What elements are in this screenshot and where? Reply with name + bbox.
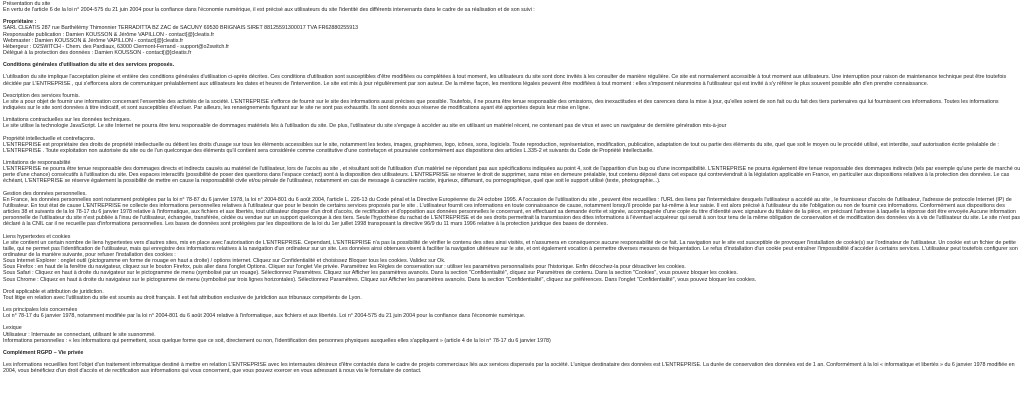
lexicon-title: Lexique xyxy=(3,325,22,332)
lexicon-line: Informations personnelles : « les informations qui permettent, sous quelque forme que ce soit, directement ou non, l'identification des personnes physiques auxquelles elles s'appliquent » (article 4 de la loi n° 78-17 du 6 janvier 1978) xyxy=(3,337,551,344)
browser-instruction: Sous Chrome : Cliquez en haut à droite du navigateur sur le pictogramme de menu (symbolisé par trois lignes horizontales). Sélectionnez Paramètres. Cliquez sur Afficher les paramètres avancés. Dans la section "Confidentialité", cliquez sur préférences. Dans l'onglet "Confidentialité", vous pouvez bloquer les cookies. xyxy=(3,276,757,283)
owner-line: SARL CLEATIS 287 rue Barthélémy Thimonnier TERRADITTA BZ ZAC de SACUNY 69530 BRIGNAIS SIRET 88125591300017 TVA FR62880255913 xyxy=(3,25,359,32)
rgpd-title: Complément RGPD – Vie privée xyxy=(3,349,84,356)
personal-data-title: Gestion des données personnelles. xyxy=(3,190,87,197)
services-text: Le site a pour objet de fournir une information concernant l'ensemble des activités de la société. L'ENTREPRISE s'efforce de fournir sur le site des informations aussi précises que possible. Toutefois, il ne pourra être tenue responsable des omissions, des inexactitudes et des carences dans la mise à jour, qu'elles soient de son fait ou du fait des tiers partenaires qui lui fournissent ces informations. Toutes les informations indiquées sur le site sont données à titre indicatif, et sont susceptibles d'évoluer. Par ailleurs, les renseignements figurant sur le site ne sont pas exhaustifs. Ils sont donnés sous réserve de modifications ayant été apportées depuis leur mise en ligne. xyxy=(3,98,999,112)
conditions-title: Conditions générales d'utilisation du site et des services proposés. xyxy=(3,62,175,69)
cookies-text: Le site contient un certain nombre de liens hypertextes vers d'autres sites, mis en place avec l'autorisation de L'ENTREPRISE. Cependant, L'ENTREPRISE n'a pas la possibilité de vérifier le contenu des sites ainsi visités, et n'assumera en conséquence aucune responsabilité de ce fait. La navigation sur le site est susceptible de provoquer l'installation de cookie(s) sur l'ordinateur de l'utilisateur. Un cookie est un fichier de petite taille, qui ne permet pas l'identification de l'utilisateur, mais qui enregistre des informations relatives à la navigation d'un ordinateur sur un site. Les données ainsi obtenues visent à faciliter la navigation ultérieure sur le site, et ont également vocation à permettre diverses mesures de fréquentation. Le refus d'installation d'un cookie peut entraîner l'impossibilité d'accéder à certains services. L'utilisateur peut toutefois configurer son ordinateur de la manière suivante, pour refuser l'installation des cookies : xyxy=(3,239,1018,258)
owner-line: Délégué à la protection des données : Damien KOUSSON - contact[@]cleatis.fr xyxy=(3,50,192,57)
laws-text: Loi n° 78-17 du 6 janvier 1978, notamment modifiée par la loi n° 2004-801 du 6 août 2004 relative à l'informatique, aux fichiers et aux libertés. Loi n° 2004-575 du 21 juin 2004 pour la confiance dans l'économie numérique. xyxy=(3,313,526,320)
rgpd-text: Les informations recueillies font l'objet d'un traitement informatique destiné à mettre en relation L'ENTREPRISE avec les internautes désireux d'être contactés dans le cadre de projets commerciaux liés aux services dispensés par la société. L'unique destinataire des données est L'ENTREPRISE. La durée de conservation des données est de 1 an. Conformément à la loi « informatique et libertés » du 6 janvier 1978 modifiée en 2004, vous bénéficiez d'un droit d'accès et de rectification aux informations qui vous concernent, que vous pouvez exercer en vous adressant à nous via le formulaire de contact. xyxy=(3,362,1015,375)
technical-text: Le site utilise la technologie JavaScript. Le site Internet ne pourra être tenu responsable de dommages matériels liés à l'utilisation du site. De plus, l'utilisateur du site s'engage à accéder au site en utilisant un matériel récent, ne contenant pas de virus et avec un navigateur de dernière génération mis-à-jour xyxy=(3,123,727,130)
intro-text: En vertu de l'article 6 de la loi n° 2004-575 du 21 juin 2004 pour la confiance dans l'économie numérique, il est précisé aux utilisateurs du site l'identité des différents intervenants dans le cadre de sa réalisation et de son suivi : xyxy=(3,7,535,14)
law-text: Tout litige en relation avec l'utilisation du site est soumis au droit français. Il est fait attribution exclusive de juridiction aux tribunaux compétents de Lyon. xyxy=(3,294,362,301)
ip-title: Propriété intellectuelle et contrefaçons. xyxy=(3,135,96,142)
browser-instruction: Sous Safari : Cliquez en haut à droite du navigateur sur le pictogramme de menu (symbolisé par un rouage). Sélectionnez Paramètres. Cliquez sur Afficher les paramètres avancés. Dans la section "Confidentialité", cliquez sur Paramètres de contenu. Dans la section "Cookies", vous pouvez bloquer les cookies. xyxy=(3,270,738,277)
browser-instruction: Sous Internet Explorer : onglet outil (pictogramme en forme de rouage en haut a droite) / options internet. Cliquez sur Confidentialité et choisissez Bloquer tous les cookies. Validez sur Ok. xyxy=(3,258,446,265)
owner-line: Hébergeur : O2SWITCH - Chem. des Pardiaux, 63000 Clermont-Ferrand - support@o2switch.fr xyxy=(3,43,230,50)
owner-title: Propriétaire : xyxy=(3,19,37,26)
personal-data-text: En France, les données personnelles sont notamment protégées par la loi n° 78-87 du 6 janvier 1978, la loi n° 2004-801 du 6 août 2004, l'article L. 226-13 du Code pénal et la Directive Européenne du 24 octobre 1995. A l'occasion de l'utilisation du site , peuvent être recueillies : l'URL des liens par l'intermédiaire desquels l'utilisateur a accédé au site , le fournisseur d'accès de l'utilisateur, l'adresse de protocole Internet (IP) de l'utilisateur. En tout état de cause L'ENTREPRISE ne collecte des informations personnelles relatives à l'utilisateur que pour le besoin de certains services proposés par le site . L'utilisateur fournit ces informations en toute connaissance de cause, notamment lorsqu'il procède par lui-même à leur saisie. Il est alors précisé à l'utilisateur du site l'obligation ou non de fournir ces informations. Conformément aux dispositions des articles 38 et suivants de la loi 78-17 du 6 janvier 1978 relative à l'informatique, aux fichiers et aux libertés, tout utilisateur dispose d'un droit d'accès, de rectification et d'opposition aux données personnelles le concernant, en effectuant sa demande écrite et signée, accompagnée d'une copie du titre d'identité avec signature du titulaire de la pièce, en précisant l'adresse à laquelle la réponse doit être envoyée.Aucune information personnelle de l'utilisateur du site n'est publiée à l'insu de l'utilisateur, échangée, transférée, cédée ou vendue sur un support quelconque à des tiers. Seule l'hypothèse du rachat de L'ENTREPRISE et de ses droits permettrait la transmission des dites informations à l'éventuel acquéreur qui serait à son tour tenu de la même obligation de conservation et de modification des données vis à vis de l'utilisateur du site. Le site n'est pas déclaré à la CNIL car il ne recueille pas d'informations personnelles. Les bases de données sont protégées par les dispositions de la loi du 1er juillet 1998 transposant la directive 96/9 du 11 mars 1996 relative à la protection juridique des bases de données. xyxy=(3,196,1021,228)
intro-title: Présentation du site xyxy=(3,1,51,7)
services-title: Description des services fournis. xyxy=(3,92,80,99)
legal-notice-document xyxy=(3,1,1021,374)
ip-text: L'ENTREPRISE est propriétaire des droits de propriété intellectuelle ou détient les droits d'usage sur tous les éléments accessibles sur le site, notamment les textes, images, graphismes, logo, icônes, sons, logiciels. Toute reproduction, représentation, modification, publication, adaptation de tout ou partie des éléments du site, quel que soit le moyen ou le procédé utilisé, est interdite, sauf autorisation écrite préalable de : L'ENTREPRISE . Toute exploitation non autorisée du site ou de l'un quelconque des éléments qu'il contient sera considérée comme constitutive d'une contrefaçon et poursuivie conformément aux dispositions des articles L.335-2 et suivants du Code de Propriété Intellectuelle. xyxy=(3,141,999,154)
law-title: Droit applicable et attribution de juridiction. xyxy=(3,288,104,295)
lexicon-line: Utilisateur : Internaute se connectant, utilisant le site susnommé. xyxy=(3,331,156,338)
browser-instruction: Sous Firefox : en haut de la fenêtre du navigateur, cliquez sur le bouton Firefox, puis aller dans l'onglet Options. Cliquer sur l'onglet Vie privée. Paramétrez les Règles de conservation sur : utiliser les paramètres personnalisés pour l'historique. Enfin décochez-la pour désactiver les cookies. xyxy=(3,264,686,271)
conditions-text: L'utilisation du site implique l'acceptation pleine et entière des conditions générales d'utilisation ci-après décrites. Ces conditions d'utilisation sont susceptibles d'être modifiées ou complétées à tout moment, les utilisateurs du site sont donc invités à les consulter de manière régulière. Ce site est normalement accessible à tout moment aux utilisateurs. Une interruption pour raison de maintenance technique peut être toutefois décidée par L'ENTREPRISE , qui s'efforcera alors de communiquer préalablement aux utilisateurs les dates et heures de l'intervention. Le site est mis à jour régulièrement par son auteur. De la même façon, les mentions légales peuvent être modifiées à tout moment : elles s'imposent néanmoins à l'utilisateur qui est invité à s'y référer le plus souvent possible afin d'en prendre connaissance. xyxy=(3,74,1007,87)
liability-text: L'ENTREPRISE ne pourra être tenue responsable des dommages directs et indirects causés au matériel de l'utilisateur, lors de l'accès au site , et résultant soit de l'utilisation d'un matériel ne répondant pas aux spécifications indiquées au point 4, soit de l'apparition d'un bug ou d'une incompatibilité. L'ENTREPRISE ne pourra également être tenue responsable des dommages indirects (tels par exemple qu'une perte de marché ou perte d'une chance) consécutifs à l'utilisation du site. Des espaces interactifs (possibilité de poser des questions dans l'espace contact) sont à la disposition des utilisateurs. L'ENTREPRISE se réserve le droit de supprimer, sans mise en demeure préalable, tout contenu déposé dans cet espace qui contreviendrait à la législation applicable en France, en particulier aux dispositions relatives à la protection des données. Le cas échéant, L'ENTREPRISE se réserve également la possibilité de mettre en cause la responsabilité civile et/ou pénale de l'utilisateur, notamment en cas de message à caractère raciste, injurieux, diffamant, ou pornographique, quel que soit le support utilisé (texte, photographie...). xyxy=(3,166,1021,185)
cookies-title: Liens hypertextes et cookies xyxy=(3,233,71,240)
owner-line: Responsable publication : Damien KOUSSON & Jérôme VAPILLON - contact[@]cleatis.fr xyxy=(3,31,215,38)
liability-title: Limitations de responsabilité xyxy=(3,159,71,166)
laws-title: Les principales lois concernées xyxy=(3,307,78,314)
technical-title: Limitations contractuelles sur les données techniques. xyxy=(3,117,132,124)
owner-line: Webmaster : Damien KOUSSON & Jérôme VAPILLON - contact[@]cleatis.fr xyxy=(3,37,184,44)
